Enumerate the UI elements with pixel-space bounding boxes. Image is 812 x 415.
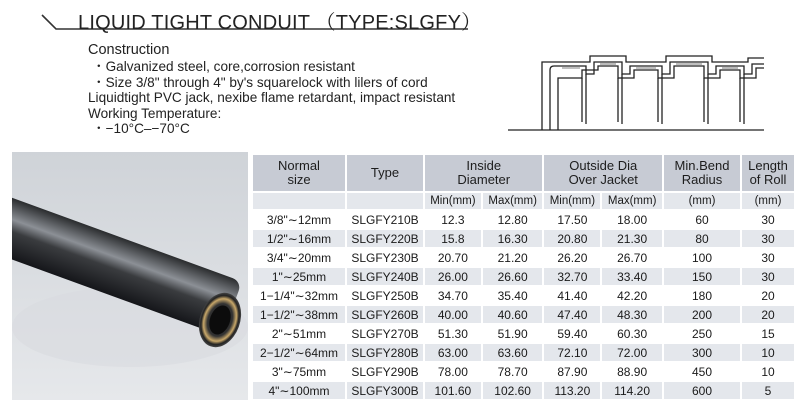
cell-nominal-size: 3/8"∼12mm: [253, 211, 345, 228]
cell-roll-length: 30: [742, 268, 794, 285]
construction-line: Liquidtight PVC jack, nexibe flame retardant, impact resistant: [88, 90, 456, 106]
cell-outside-min: 20.80: [544, 230, 600, 247]
cell-bend-radius: 150: [664, 268, 740, 285]
table-row: [253, 344, 794, 361]
cell-type: SLGFY240B: [347, 268, 423, 285]
table-row: [253, 325, 794, 342]
cell-inside-min: 51.30: [425, 325, 481, 342]
cell-bend-radius: 250: [664, 325, 740, 342]
table-row: [253, 268, 794, 285]
subheader-length-unit: (mm): [742, 193, 794, 209]
cell-inside-max: 51.90: [483, 325, 543, 342]
cell-inside-max: 40.60: [483, 306, 543, 323]
cell-type: SLGFY280B: [347, 344, 423, 361]
subheader-bend-unit: (mm): [664, 193, 740, 209]
cell-bend-radius: 180: [664, 287, 740, 304]
cell-outside-max: 114.20: [602, 382, 662, 399]
cell-type: SLGFY220B: [347, 230, 423, 247]
cell-nominal-size: 2"∼51mm: [253, 325, 345, 342]
cell-outside-max: 26.70: [602, 249, 662, 266]
construction-line: ・−10°C–−70°C: [92, 121, 190, 137]
cell-outside-min: 87.90: [544, 363, 600, 380]
cell-type: SLGFY230B: [347, 249, 423, 266]
cell-inside-min: 12.3: [425, 211, 481, 228]
cell-outside-max: 33.40: [602, 268, 662, 285]
subheader-blank: [253, 193, 345, 209]
cell-inside-min: 40.00: [425, 306, 481, 323]
header-length-of-roll: [742, 155, 794, 191]
page-title: LIQUID TIGHT CONDUIT （TYPE:SLGFY）: [78, 12, 482, 34]
header-inside-diameter: [425, 155, 542, 191]
cell-inside-max: 26.60: [483, 268, 543, 285]
cell-roll-length: 30: [742, 249, 794, 266]
subheader-blank: [347, 193, 423, 209]
construction-line: ・Galvanized steel, core,corrosion resistant: [92, 59, 355, 75]
header-text: of Roll: [749, 172, 787, 187]
cell-roll-length: 5: [742, 382, 794, 399]
header-text: Radius: [681, 172, 723, 187]
construction-line: ・Size 3/8" through 4" by's squarelock with lilers of cord: [92, 74, 428, 90]
subheader-outside-max: Max(mm): [602, 193, 662, 209]
cell-inside-max: 16.30: [483, 230, 543, 247]
cell-outside-min: 17.50: [544, 211, 600, 228]
header-text: size: [287, 172, 311, 187]
cell-outside-max: 42.20: [602, 287, 662, 304]
cell-outside-max: 60.30: [602, 325, 662, 342]
construction-heading: Construction: [88, 42, 170, 58]
cell-outside-max: 18.00: [602, 211, 662, 228]
cell-inside-min: 34.70: [425, 287, 481, 304]
cell-outside-min: 41.40: [544, 287, 600, 304]
conduit-photo: [12, 152, 248, 400]
cell-bend-radius: 200: [664, 306, 740, 323]
header-type: Type: [347, 155, 423, 191]
cell-bend-radius: 600: [664, 382, 740, 399]
cell-outside-min: 113.20: [544, 382, 600, 399]
header-text: Inside: [466, 158, 502, 173]
cell-type: SLGFY270B: [347, 325, 423, 342]
table-row: [253, 249, 794, 266]
cell-inside-max: 63.60: [483, 344, 543, 361]
cell-bend-radius: 450: [664, 363, 740, 380]
header-text: Length: [748, 158, 788, 173]
cell-outside-max: 48.30: [602, 306, 662, 323]
cell-outside-max: 88.90: [602, 363, 662, 380]
cell-roll-length: 15: [742, 325, 794, 342]
table-row: [253, 211, 794, 228]
construction-line: Working Temperature:: [88, 105, 222, 121]
cell-outside-min: 59.40: [544, 325, 600, 342]
cell-outside-max: 21.30: [602, 230, 662, 247]
cell-type: SLGFY300B: [347, 382, 423, 399]
cell-inside-max: 35.40: [483, 287, 543, 304]
cell-inside-min: 101.60: [425, 382, 481, 399]
cell-roll-length: 30: [742, 211, 794, 228]
cell-inside-max: 102.60: [483, 382, 543, 399]
cell-bend-radius: 60: [664, 211, 740, 228]
cell-bend-radius: 80: [664, 230, 740, 247]
cell-nominal-size: 4"∼100mm: [253, 382, 345, 399]
header-nominal-size: [253, 155, 345, 191]
header-text: Min.Bend: [674, 158, 730, 173]
cell-roll-length: 20: [742, 287, 794, 304]
cell-inside-min: 20.70: [425, 249, 481, 266]
header-text: Diameter: [457, 172, 511, 187]
cell-nominal-size: 3"∼75mm: [253, 363, 345, 380]
construction-section: [88, 43, 455, 136]
cell-type: SLGFY250B: [347, 287, 423, 304]
cell-bend-radius: 100: [664, 249, 740, 266]
table-row: [253, 382, 794, 399]
cell-roll-length: 10: [742, 363, 794, 380]
cell-outside-min: 26.20: [544, 249, 600, 266]
cell-nominal-size: 1"∼25mm: [253, 268, 345, 285]
cell-type: SLGFY260B: [347, 306, 423, 323]
cell-outside-min: 32.70: [544, 268, 600, 285]
header-text: Over Jacket: [568, 172, 638, 187]
subheader-inside-min: Min(mm): [425, 193, 481, 209]
table-row: [253, 306, 794, 323]
cell-bend-radius: 300: [664, 344, 740, 361]
cell-inside-min: 63.00: [425, 344, 481, 361]
cell-inside-max: 12.80: [483, 211, 543, 228]
cell-outside-min: 72.10: [544, 344, 600, 361]
subheader-inside-max: Max(mm): [483, 193, 543, 209]
header-text: Normal: [278, 158, 320, 173]
table-row: [253, 230, 794, 247]
cell-type: SLGFY290B: [347, 363, 423, 380]
cell-type: SLGFY210B: [347, 211, 423, 228]
cell-outside-min: 47.40: [544, 306, 600, 323]
specifications-table: [251, 153, 796, 401]
cell-roll-length: 30: [742, 230, 794, 247]
cell-inside-min: 15.8: [425, 230, 481, 247]
header-outside-dia: [544, 155, 662, 191]
cell-nominal-size: 1−1/4"∼32mm: [253, 287, 345, 304]
cell-roll-length: 10: [742, 344, 794, 361]
cell-inside-min: 78.00: [425, 363, 481, 380]
cell-nominal-size: 1/2"∼16mm: [253, 230, 345, 247]
cell-roll-length: 20: [742, 306, 794, 323]
table-row: [253, 287, 794, 304]
conduit-cross-section-diagram: [506, 52, 768, 136]
cell-inside-max: 78.70: [483, 363, 543, 380]
header-text: Outside Dia: [569, 158, 638, 173]
cell-outside-max: 72.00: [602, 344, 662, 361]
table-row: [253, 363, 794, 380]
specifications-body: [253, 211, 794, 399]
cell-nominal-size: 1−1/2"∼38mm: [253, 306, 345, 323]
cell-inside-min: 26.00: [425, 268, 481, 285]
header-min-bend-radius: [664, 155, 740, 191]
cell-inside-max: 21.20: [483, 249, 543, 266]
cell-nominal-size: 3/4"∼20mm: [253, 249, 345, 266]
cell-nominal-size: 2−1/2"∼64mm: [253, 344, 345, 361]
subheader-outside-min: Min(mm): [544, 193, 600, 209]
